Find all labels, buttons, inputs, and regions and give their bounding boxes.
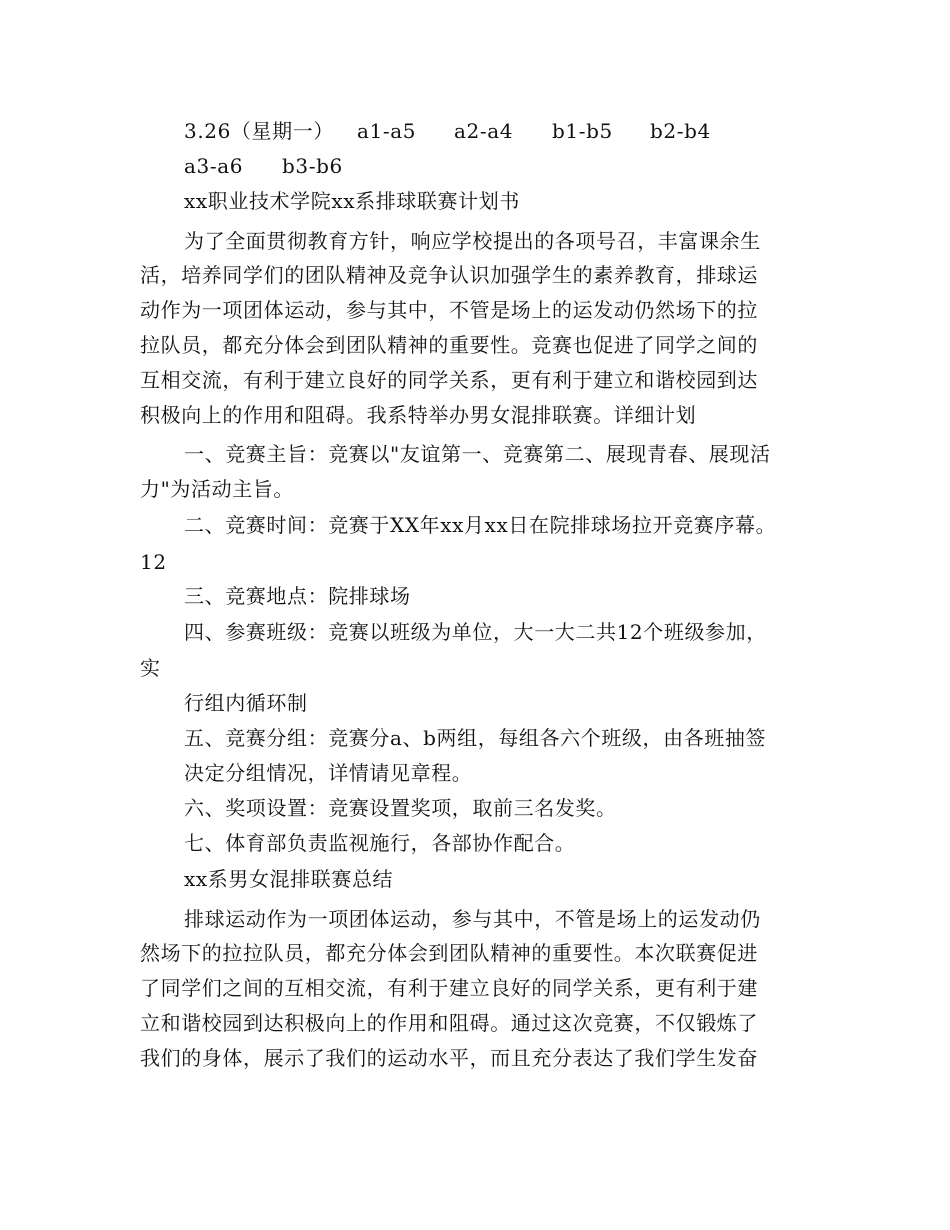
plan-item-line: 实	[140, 656, 161, 680]
plan-item-line: 五、竞赛分组：竞赛分a、b两组，每组各六个班级，由各班抽签	[184, 726, 767, 750]
plan-item-line: 七、体育部负责监视施行，各部协作配合。	[184, 831, 576, 855]
plan-item-line: 六、奖项设置：竞赛设置奖项，取前三名发奖。	[184, 796, 617, 820]
paragraph-line: 积极向上的作用和阻碍。我系特举办男女混排联赛。详细计划	[140, 403, 697, 427]
paragraph-line: 了同学们之间的互相交流，有利于建立良好的同学关系，更有利于建	[140, 976, 758, 1000]
schedule-match: a1-a5	[357, 119, 417, 143]
paragraph-line: 活，培养同学们的团队精神及竞争认识加强学生的素养教育，排球运	[140, 263, 758, 287]
plan-item-line: 行组内循环制	[184, 691, 308, 715]
paragraph-line: 动作为一项团体运动，参与其中，不管是场上的运发动仍然场下的拉	[140, 298, 758, 322]
schedule-match: b1-b5	[552, 119, 613, 143]
schedule-match: b3-b6	[282, 154, 343, 178]
paragraph-line: 然场下的拉拉队员，都充分体会到团队精神的重要性。本次联赛促进	[140, 941, 758, 965]
plan-title: xx职业技术学院xx系排球联赛计划书	[184, 189, 520, 213]
plan-item-line: 二、竞赛时间：竞赛于XX年xx月xx日在院排球场拉开竞赛序幕。	[184, 513, 777, 537]
schedule-match: a2-a4	[454, 119, 514, 143]
plan-item-line: 一、竞赛主旨：竞赛以"友谊第一、竞赛第二、展现青春、展现活	[184, 442, 771, 466]
paragraph-line: 为了全面贯彻教育方针，响应学校提出的各项号召，丰富课余生	[184, 229, 761, 253]
paragraph-line: 排球运动作为一项团体运动，参与其中，不管是场上的运发动仍	[184, 907, 761, 931]
schedule-match: b2-b4	[650, 119, 711, 143]
plan-item-line: 三、竞赛地点：院排球场	[184, 584, 411, 608]
paragraph-line: 我们的身体，展示了我们的运动水平，而且充分表达了我们学生发奋	[140, 1046, 758, 1070]
plan-item-line: 决定分组情况，详情请见章程。	[184, 761, 473, 785]
schedule-date: 3.26（星期一）	[184, 119, 334, 143]
plan-item-line: 力"为活动主旨。	[140, 477, 294, 501]
paragraph-line: 立和谐校园到达积极向上的作用和阻碍。通过这次竞赛，不仅锻炼了	[140, 1011, 758, 1035]
plan-item-line: 四、参赛班级：竞赛以班级为单位，大一大二共12个班级参加，	[184, 620, 767, 644]
schedule-match: a3-a6	[184, 154, 244, 178]
plan-item-line: 12	[140, 550, 167, 574]
paragraph-line: 互相交流，有利于建立良好的同学关系，更有利于建立和谐校园到达	[140, 368, 758, 392]
paragraph-line: 拉队员，都充分体会到团队精神的重要性。竞赛也促进了同学之间的	[140, 333, 758, 357]
summary-title: xx系男女混排联赛总结	[184, 867, 394, 891]
